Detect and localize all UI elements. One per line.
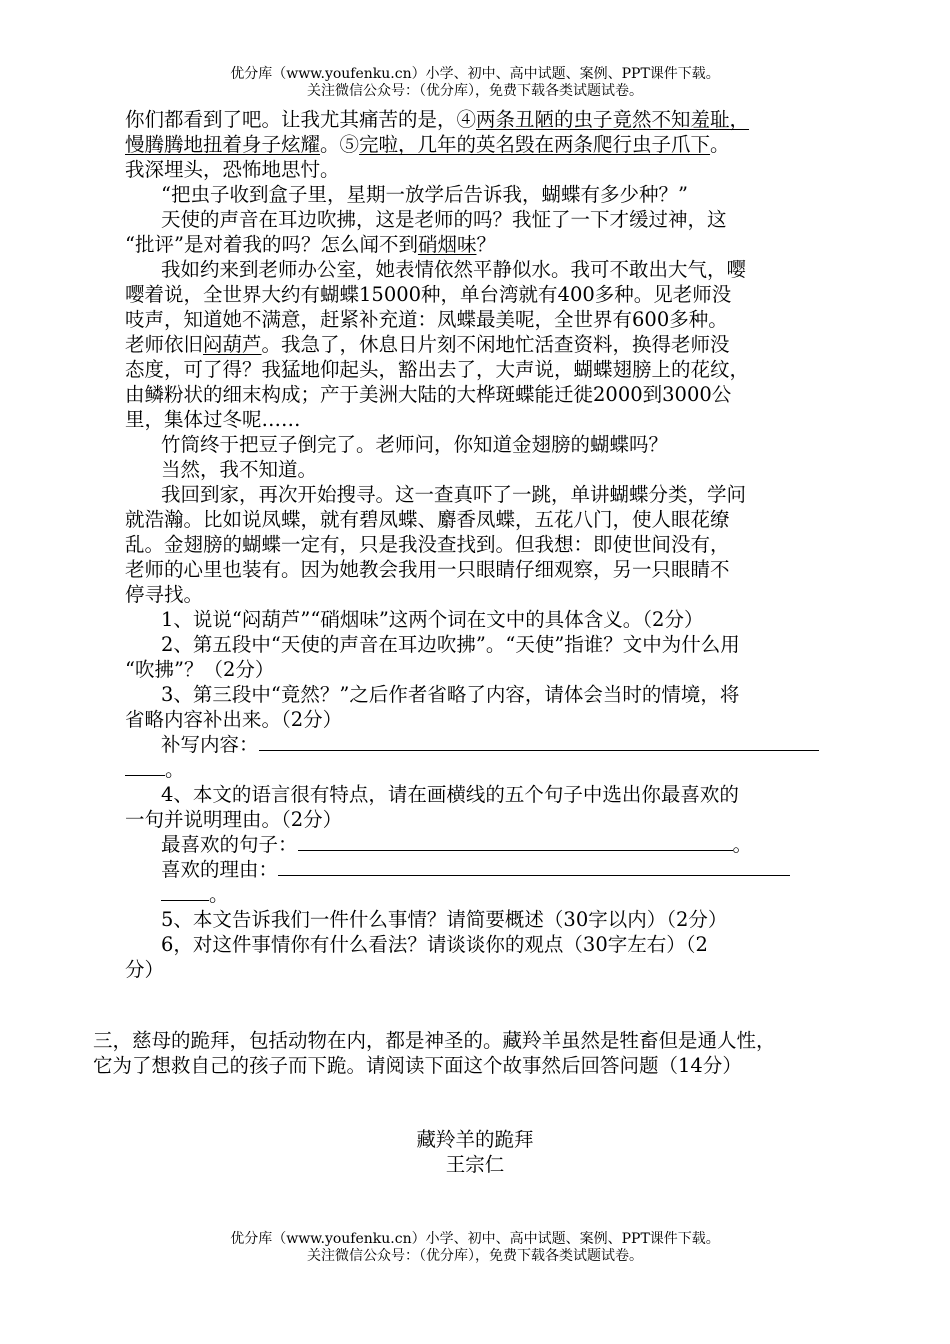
answer-blank-q3[interactable] <box>259 732 819 751</box>
header-line-2: 关注微信公众号：（优分库），免费下载各类试题试卷。 <box>307 83 643 99</box>
passage-line: 竹筒终于把豆子倒完了。老师问，你知道金翅膀的蝴蝶吗？ <box>161 433 669 456</box>
question-6-cont: 分） <box>125 958 165 981</box>
page-footer <box>0 1231 950 1265</box>
fill-label: 最喜欢的句子： <box>161 833 298 856</box>
footer-line-1: 优分库（www.youfenku.cn）小学、初中、高中试题、案例、PPT课件下载。 <box>230 1231 720 1247</box>
question-6: 6，对这件事情你有什么看法？请谈谈你的观点（30字左右）（2 <box>161 933 708 956</box>
text: 。我急了，休息日片刻不闲地忙活查资料，换得老师没 <box>261 333 730 356</box>
passage-line: 老师的心里也装有。因为她教会我用一只眼睛仔细观察，另一只眼睛不 <box>125 558 730 581</box>
text: 。 <box>165 758 185 781</box>
question-3: 3、第三段中“竟然？”之后作者省略了内容，请体会当时的情境，将 <box>161 683 740 706</box>
fill-label: 补写内容： <box>161 733 259 756</box>
passage-line: “把虫子收到盒子里，星期一放学后告诉我，蝴蝶有多少种？” <box>161 183 688 206</box>
passage-line: 乱。金翅膀的蝴蝶一定有，只是我没查找到。但我想：即使世间没有， <box>125 533 730 556</box>
question-3-cont: 省略内容补出来。（2分） <box>125 708 343 731</box>
story-title: 藏羚羊的跪拜 <box>416 1128 534 1151</box>
underlined-word-menhulu: 闷葫芦 <box>203 333 262 356</box>
underlined-sentence-4: 两条丑陋的虫子竟然不知羞耻， <box>476 108 750 131</box>
passage-line <box>125 232 845 257</box>
fill-label: 喜欢的理由： <box>161 858 279 881</box>
story-author: 王宗仁 <box>445 1153 505 1176</box>
underlined-sentence-4-cont: 慢腾腾地扭着身子炫耀 <box>125 133 321 156</box>
answer-line-q4-favorite <box>125 832 845 857</box>
answer-blank-q4-reason[interactable] <box>278 857 790 876</box>
answer-line-q3 <box>125 732 845 757</box>
underlined-word-xiaoyanwei: 硝烟味 <box>417 233 477 256</box>
answer-blank-q3-cont[interactable] <box>125 757 165 776</box>
answer-line-q4-reason <box>125 857 845 882</box>
underlined-sentence-5: 完啦，几年的英名毁在两条爬行虫子爪下 <box>359 133 711 156</box>
text: 。 <box>710 133 730 156</box>
question-4-cont: 一句并说明理由。（2分） <box>125 808 343 831</box>
answer-line-q3-cont <box>125 757 845 782</box>
passage <box>125 107 845 982</box>
passage-line: 停寻找。 <box>125 583 204 606</box>
question-2-cont: “吹拂”？（2分） <box>125 658 275 681</box>
intro-line: 三，慈母的跪拜，包括动物在内，都是神圣的。藏羚羊虽然是牲畜但是通人性， <box>93 1029 776 1052</box>
text: 你们都看到了吧。让我尤其痛苦的是，④ <box>125 108 477 131</box>
passage-line: 态度，可了得？我猛地仰起头，豁出去了，大声说，蝴蝶翅膀上的花纹， <box>125 358 750 381</box>
question-5: 5、本文告诉我们一件什么事情？请简要概述（30字以内）（2分） <box>161 908 728 931</box>
text: 老师依旧 <box>125 333 204 356</box>
answer-line-q4-reason-cont <box>125 882 845 907</box>
text: “批评”是对着我的吗？怎么闻不到 <box>125 233 418 256</box>
passage-line <box>125 332 845 357</box>
text: 。⑤ <box>320 133 360 156</box>
passage-line: 我如约来到老师办公室，她表情依然平静似水。我可不敢出大气，嘤 <box>161 258 747 281</box>
passage-line: 我深埋头，恐怖地思忖。 <box>125 158 340 181</box>
question-4: 4、本文的语言很有特点，请在画横线的五个句子中选出你最喜欢的 <box>161 783 739 806</box>
text: 。 <box>209 883 229 906</box>
question-2: 2、第五段中“天使的声音在耳边吹拂”。“天使”指谁？文中为什么用 <box>161 633 740 656</box>
passage-line: 天使的声音在耳边吹拂，这是老师的吗？我怔了一下才缓过神，这 <box>161 208 727 231</box>
page-header <box>0 66 950 100</box>
intro-line: 它为了想救自己的孩子而下跪。请阅读下面这个故事然后回答问题（14分） <box>93 1054 742 1077</box>
passage-line: 由鳞粉状的细末构成；产于美洲大陆的大桦斑蝶能迁徙2000到3000公 <box>125 383 732 406</box>
text: 。 <box>732 833 753 856</box>
answer-blank-q4-reason-cont[interactable] <box>161 882 209 901</box>
passage-line: 我回到家，再次开始搜寻。这一查真吓了一跳，单讲蝴蝶分类，学问 <box>161 483 747 506</box>
header-line-1: 优分库（www.youfenku.cn）小学、初中、高中试题、案例、PPT课件下载。 <box>230 66 720 82</box>
story-heading <box>0 1127 950 1177</box>
passage-line: 就浩瀚。比如说凤蝶，就有碧凤蝶、麝香凤蝶，五花八门，使人眼花缭 <box>125 508 730 531</box>
passage-line: 吱声，知道她不满意，赶紧补充道：凤蝶最美呢，全世界有600多种。 <box>125 308 728 331</box>
passage-line: 当然，我不知道。 <box>161 458 318 481</box>
question-1: 1、说说“闷葫芦”“硝烟味”这两个词在文中的具体含义。（2分） <box>161 608 704 631</box>
passage-line <box>125 107 845 132</box>
answer-blank-q4-favorite[interactable] <box>298 832 733 851</box>
text: ？ <box>476 233 496 256</box>
section-3-intro <box>93 1028 893 1078</box>
passage-line: 里，集体过冬呢…… <box>125 408 301 431</box>
passage-line: 嘤着说，全世界大约有蝴蝶15000种，单台湾就有400多种。见老师没 <box>125 283 732 306</box>
footer-line-2: 关注微信公众号：（优分库），免费下载各类试题试卷。 <box>307 1248 643 1264</box>
passage-line <box>125 132 845 157</box>
